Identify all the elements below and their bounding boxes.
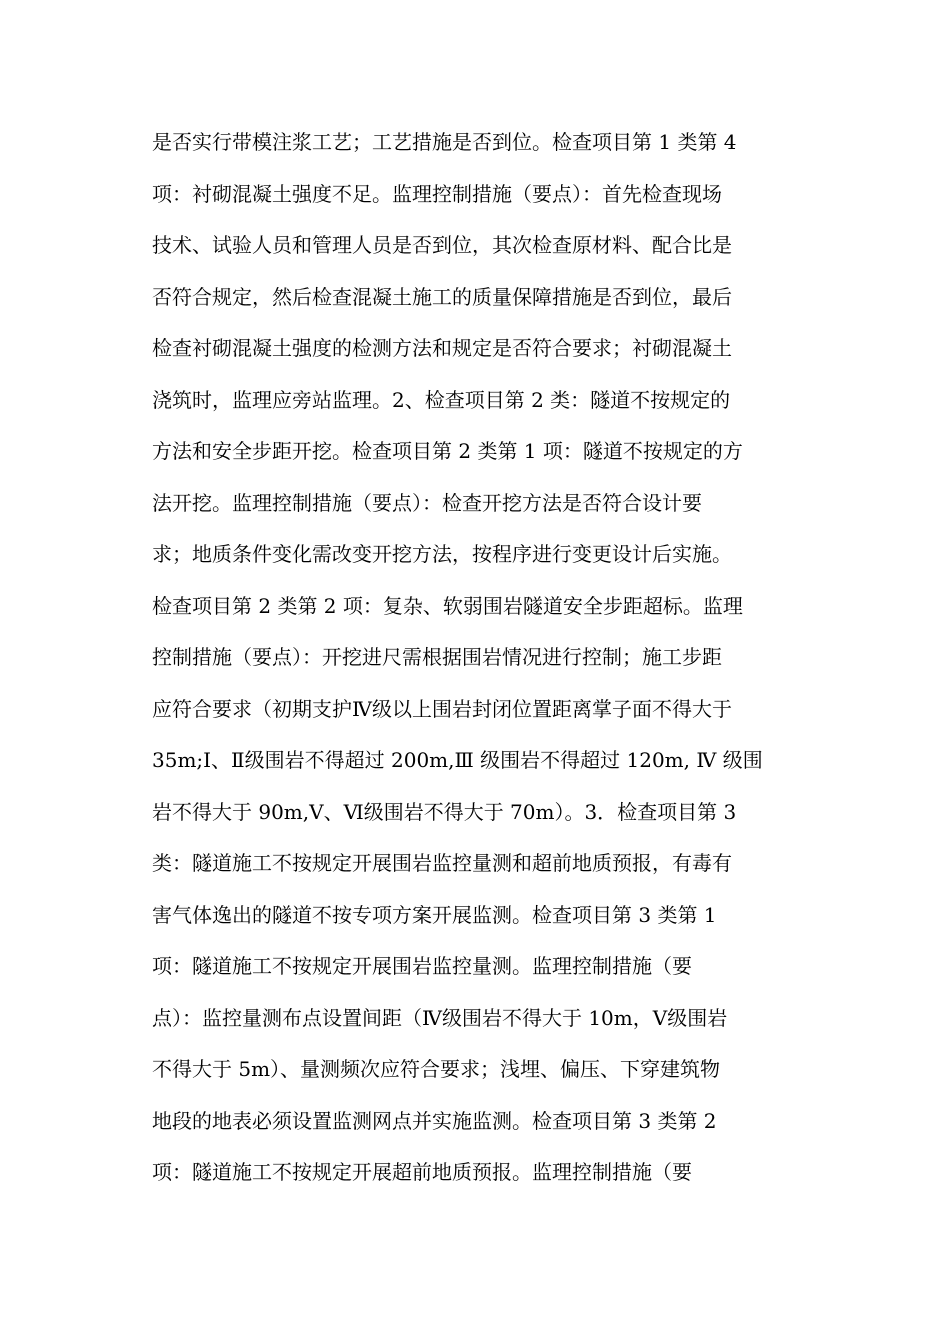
text-line: 不得大于 5m）、量测频次应符合要求；浅埋、偏压、下穿建筑物 (152, 1057, 721, 1081)
text-line: 项：隧道施工不按规定开展围岩监控量测。监理控制措施（要 (152, 954, 692, 978)
text-line: 浇筑时，监理应旁站监理。2、检查项目第 2 类：隧道不按规定的 (152, 387, 731, 412)
text-line: 法开挖。监理控制措施（要点）：检查开挖方法是否符合设计要 (152, 490, 702, 515)
text-line: 控制措施（要点）：开挖进尺需根据围岩情况进行控制；施工步距 (152, 645, 722, 669)
text-line: 检查衬砌混凝土强度的检测方法和规定是否符合要求；衬砌混凝土 (152, 336, 732, 360)
body-text (152, 117, 812, 1199)
text-line: 害气体逸出的隧道不按专项方案开展监测。检查项目第 3 类第 1 (152, 902, 717, 927)
text-line: 类：隧道施工不按规定开展围岩监控量测和超前地质预报，有毒有 (152, 851, 732, 875)
text-line: 求；地质条件变化需改变开挖方法，按程序进行变更设计后实施。 (152, 542, 732, 566)
text-line: 方法和安全步距开挖。检查项目第 2 类第 1 项：隧道不按规定的方 (152, 439, 743, 463)
text-line: 地段的地表必须设置监测网点并实施监测。检查项目第 3 类第 2 (152, 1108, 717, 1133)
text-line: 应符合要求（初期支护Ⅳ级以上围岩封闭位置距离掌子面不得大于 (152, 696, 732, 721)
text-line: 岩不得大于 90m,Ⅴ、Ⅵ级围岩不得大于 70m）。3．检查项目第 3 (152, 799, 737, 824)
text-line: 技术、试验人员和管理人员是否到位，其次检查原材料、配合比是 (152, 233, 732, 257)
text-line: 项：隧道施工不按规定开展超前地质预报。监理控制措施（要 (152, 1160, 692, 1184)
text-line: 点）：监控量测布点设置间距（Ⅳ级围岩不得大于 10m，Ⅴ级围岩 (152, 1005, 728, 1030)
text-line: 是否实行带模注浆工艺；工艺措施是否到位。检查项目第 1 类第 4 (152, 130, 737, 154)
text-line: 项：衬砌混凝土强度不足。监理控制措施（要点）：首先检查现场 (152, 181, 722, 206)
text-line: 否符合规定，然后检查混凝土施工的质量保障措施是否到位，最后 (152, 284, 732, 309)
text-line: 检查项目第 2 类第 2 项：复杂、软弱围岩隧道安全步距超标。监理 (152, 593, 743, 618)
text-line: 35m;Ⅰ、Ⅱ级围岩不得超过 200m,Ⅲ 级围岩不得超过 120m, Ⅳ 级围 (152, 748, 763, 772)
